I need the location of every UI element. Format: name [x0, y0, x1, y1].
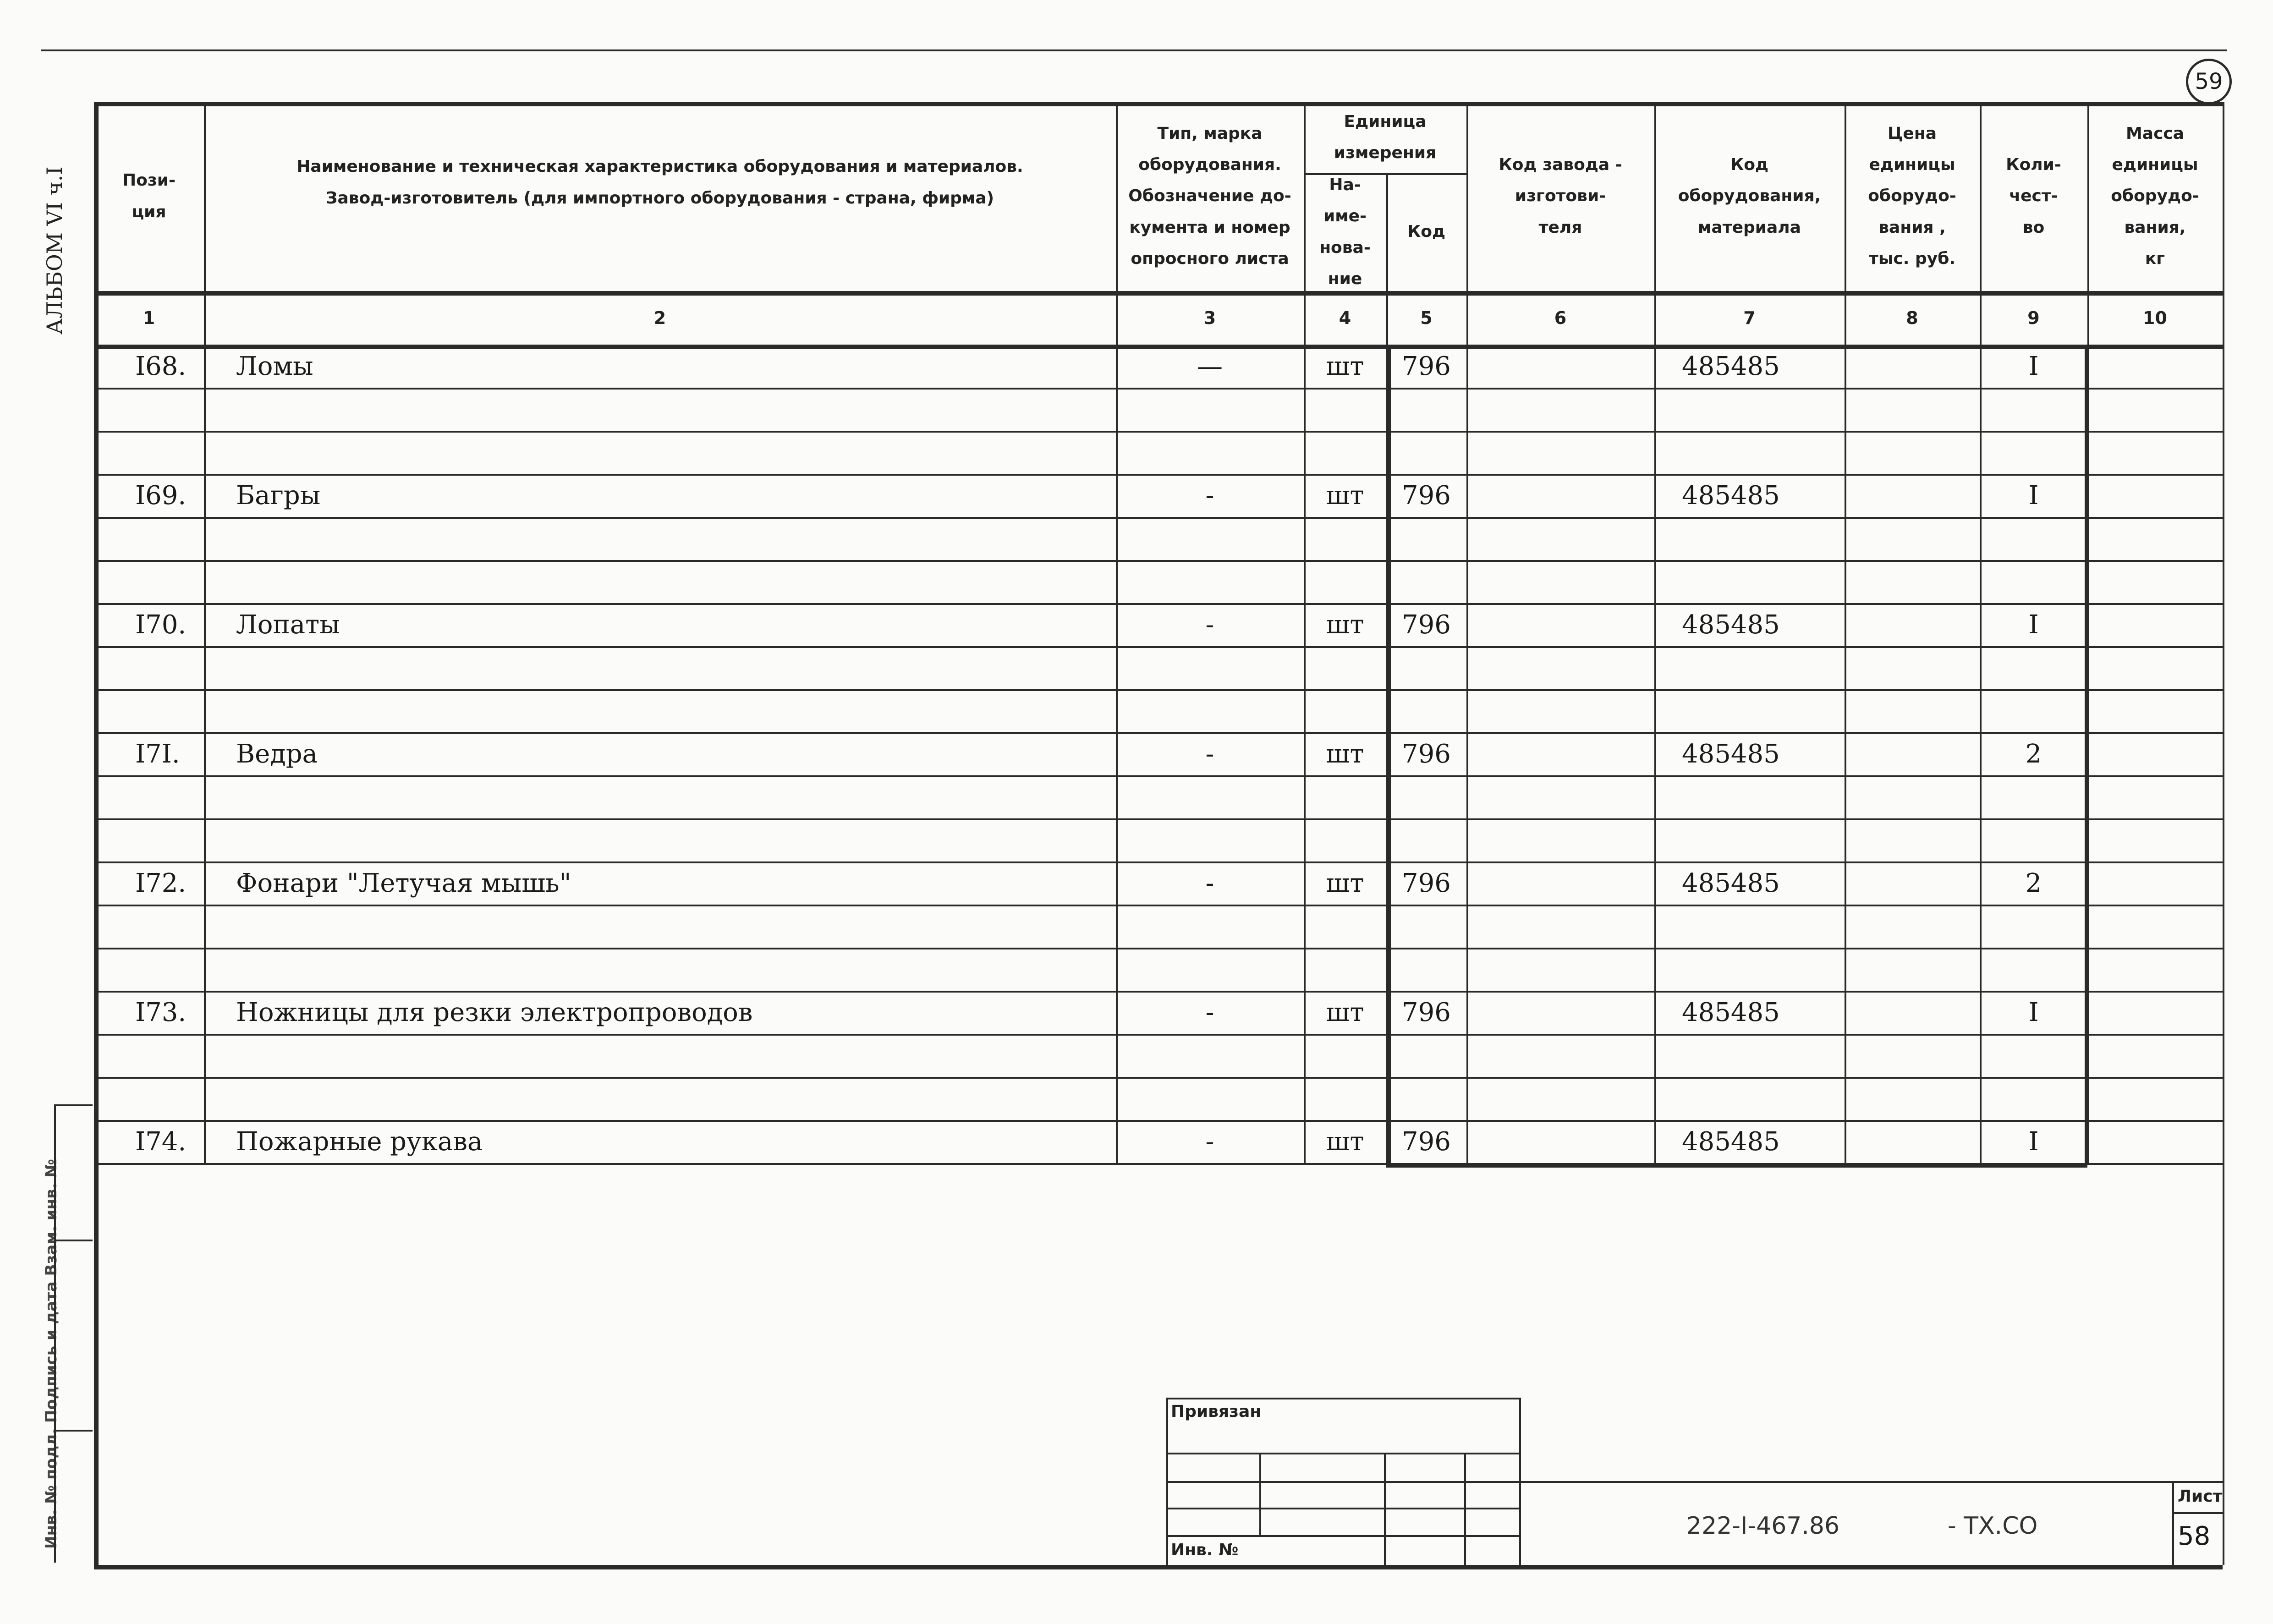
position-cell: I7I.	[135, 739, 180, 769]
position-cell: I73.	[135, 997, 187, 1027]
doc-code: 222-I-467.86	[1686, 1512, 1840, 1540]
factory-code-cell	[1466, 1121, 1654, 1162]
unit-code-cell: 796	[1402, 997, 1451, 1027]
header-type-line: кумента и номер	[1129, 218, 1290, 237]
name-cell: Ведра	[236, 739, 318, 769]
row-line	[94, 1034, 2223, 1036]
quantity-cell: 2	[2025, 739, 2042, 769]
header-mass-line: кг	[2145, 249, 2165, 269]
header-quantity-line: Коли-	[2006, 155, 2061, 174]
header-unit-code-line: Код	[1407, 222, 1446, 241]
type-cell: -	[1205, 997, 1214, 1027]
page-number-badge	[2186, 59, 2232, 104]
quantity-cell: 2	[2025, 868, 2042, 898]
row-line	[94, 646, 2223, 648]
equipment-code-cell: 485485	[1682, 609, 1780, 640]
row-line	[94, 818, 2223, 820]
unit-cell: шт	[1326, 351, 1364, 381]
type-cell: —	[1197, 351, 1223, 381]
sheet-number: 58	[2178, 1521, 2211, 1551]
header-mass-line: Масса	[2125, 124, 2185, 143]
mass-cell	[2087, 1121, 2223, 1162]
price-cell	[1845, 733, 1980, 774]
header-quantity-line: чест-	[2009, 187, 2058, 206]
unit-code-cell: 796	[1402, 609, 1451, 640]
header-mass-line: вания,	[2124, 218, 2186, 237]
header-equipment-code-line: Код	[1730, 155, 1769, 174]
column-number: 8	[1906, 307, 1918, 328]
factory-code-cell	[1466, 733, 1654, 774]
sheet-label: Лист	[2178, 1487, 2223, 1506]
unit-cell: шт	[1326, 997, 1364, 1027]
row-line	[94, 1163, 2223, 1165]
name-cell: Ножницы для резки электропроводов	[236, 997, 753, 1027]
name-cell: Багры	[236, 480, 321, 510]
row-line	[94, 948, 2223, 949]
quantity-cell: I	[2028, 609, 2039, 640]
factory-code-cell	[1466, 604, 1654, 645]
header-mass-line: оборудо-	[2111, 187, 2199, 206]
column-number: 10	[2143, 307, 2167, 328]
stamp-line	[1166, 1508, 1519, 1509]
side-stamp-frame-line	[54, 1104, 56, 1563]
row-line	[94, 517, 2223, 519]
row-line	[94, 431, 2223, 433]
header-unit-group-line: Единица	[1344, 112, 1427, 131]
type-cell: -	[1205, 609, 1214, 640]
page-number-badge-text: 59	[2195, 69, 2223, 94]
name-cell: Ломы	[236, 351, 313, 381]
column-number: 7	[1743, 307, 1756, 328]
header-type-line: опросного листа	[1131, 249, 1289, 269]
unit-code-cell: 796	[1402, 1126, 1451, 1157]
header-type-line: Обозначение до-	[1128, 187, 1291, 206]
header-price-line: единицы	[1869, 155, 1955, 174]
header-unit-name-line: име-	[1323, 207, 1367, 226]
equipment-code-cell: 485485	[1682, 868, 1780, 898]
column-number: 3	[1203, 307, 1216, 328]
unit-cell: шт	[1326, 609, 1364, 640]
factory-code-cell	[1466, 862, 1654, 904]
stamp-line	[1464, 1453, 1466, 1565]
header-factory-code-line: изготови-	[1515, 187, 1606, 206]
stamp-line	[1166, 1398, 1519, 1399]
position-cell: I69.	[135, 480, 187, 510]
equipment-code-cell: 485485	[1682, 739, 1780, 769]
stamp-line	[1166, 1535, 1519, 1537]
unit-cell: шт	[1326, 480, 1364, 510]
row-line	[94, 775, 2223, 777]
stamp-line	[1384, 1453, 1386, 1565]
row-line	[94, 388, 2223, 390]
type-cell: -	[1205, 868, 1214, 898]
header-factory-code-line: Код завода -	[1499, 155, 1622, 174]
name-cell: Лопаты	[236, 609, 340, 640]
stamp-line	[2172, 1481, 2174, 1565]
header-unit-name-line: нова-	[1319, 238, 1371, 257]
header-name	[204, 102, 1116, 263]
top-rule	[41, 49, 2227, 51]
unit-code-cell: 796	[1402, 739, 1451, 769]
column-number: 4	[1339, 307, 1351, 328]
header-type-line: оборудования.	[1138, 155, 1281, 174]
stamp-line	[2172, 1512, 2223, 1514]
album-label: АЛЬБОМ VI ч.I	[42, 166, 67, 335]
quantity-cell: I	[2028, 1126, 2039, 1157]
price-cell	[1845, 604, 1980, 645]
header-position-line: Пози-	[122, 171, 176, 190]
column-number: 2	[653, 307, 666, 328]
price-cell	[1845, 346, 1980, 387]
header-price-line: Цена	[1888, 124, 1937, 143]
equipment-code-cell: 485485	[1682, 351, 1780, 381]
header-mass-line: единицы	[2112, 155, 2198, 174]
header-name-line: Наименование и техническая характеристика оборудования и материалов.	[296, 157, 1023, 176]
position-cell: I70.	[135, 609, 187, 640]
frame-bottom-border	[94, 1565, 2223, 1569]
mass-cell	[2087, 733, 2223, 774]
stamp-line	[1259, 1453, 1261, 1535]
column-number: 1	[143, 307, 155, 328]
header-equipment-code-line: материала	[1698, 218, 1801, 237]
header-unit-name-line: ние	[1328, 269, 1362, 288]
header-quantity-line: во	[2022, 218, 2045, 237]
mass-cell	[2087, 604, 2223, 645]
factory-code-cell	[1466, 346, 1654, 387]
header-unit-name	[1304, 173, 1386, 291]
header-type	[1116, 102, 1304, 291]
header-unit-group	[1304, 102, 1466, 173]
row-line	[94, 560, 2223, 562]
factory-code-cell	[1466, 475, 1654, 516]
equipment-code-cell: 485485	[1682, 1126, 1780, 1157]
price-cell	[1845, 1121, 1980, 1162]
header-price-line: оборудо-	[1868, 187, 1956, 206]
stamp-line	[1166, 1481, 1540, 1483]
row-line	[94, 689, 2223, 691]
type-cell: -	[1205, 480, 1214, 510]
column-number: 9	[2027, 307, 2040, 328]
position-cell: I74.	[135, 1126, 187, 1157]
type-cell: -	[1205, 739, 1214, 769]
header-quantity	[1980, 102, 2087, 291]
position-cell: I68.	[135, 351, 187, 381]
quantity-cell: I	[2028, 997, 2039, 1027]
side-stamp-text: Инв. № подл. Подпись и дата Взам. инв. №	[42, 1158, 60, 1549]
inv-label: Инв. №	[1171, 1541, 1239, 1559]
price-cell	[1845, 862, 1980, 904]
header-unit-name-line: На-	[1329, 175, 1361, 194]
column-number: 6	[1554, 307, 1567, 328]
position-cell: I72.	[135, 868, 187, 898]
price-cell	[1845, 992, 1980, 1033]
stamp-line	[1166, 1453, 1519, 1454]
header-equipment-code-line: оборудования,	[1678, 187, 1821, 206]
header-name-line: Завод-изготовитель (для импортного оборудования - страна, фирма)	[325, 188, 994, 208]
unit-code-cell: 796	[1402, 351, 1451, 381]
name-cell: Фонари "Летучая мышь"	[236, 868, 571, 898]
price-cell	[1845, 475, 1980, 516]
bound-label: Привязан	[1171, 1402, 1262, 1421]
factory-code-cell	[1466, 992, 1654, 1033]
equipment-code-cell: 485485	[1682, 480, 1780, 510]
header-unit-code	[1386, 173, 1466, 291]
header-equipment-code	[1654, 102, 1845, 291]
header-unit-group-line: измерения	[1334, 143, 1437, 162]
header-factory-code	[1466, 102, 1654, 291]
unit-cell: шт	[1326, 868, 1364, 898]
quantity-cell: I	[2028, 480, 2039, 510]
unit-cell: шт	[1326, 1126, 1364, 1157]
stamp-line	[1166, 1398, 1168, 1565]
header-price	[1845, 102, 1980, 291]
unit-code-cell: 796	[1402, 868, 1451, 898]
quantity-cell: I	[2028, 351, 2039, 381]
doc-suffix: - ТХ.СО	[1948, 1512, 2038, 1540]
column-number: 5	[1420, 307, 1433, 328]
header-type-line: Тип, марка	[1157, 124, 1263, 143]
type-cell: -	[1205, 1126, 1214, 1157]
mass-cell	[2087, 346, 2223, 387]
header-factory-code-line: теля	[1538, 218, 1582, 237]
mass-cell	[2087, 862, 2223, 904]
row-line	[94, 1077, 2223, 1079]
mass-cell	[2087, 475, 2223, 516]
table-right-border	[2223, 102, 2224, 1565]
unit-code-cell: 796	[1402, 480, 1451, 510]
mass-cell	[2087, 992, 2223, 1033]
header-position-line: ция	[132, 202, 166, 221]
stamp-line	[1519, 1481, 2223, 1483]
header-position	[94, 102, 204, 291]
equipment-code-cell: 485485	[1682, 997, 1780, 1027]
name-cell: Пожарные рукава	[236, 1126, 483, 1157]
row-line	[94, 905, 2223, 906]
header-mass	[2087, 102, 2223, 291]
unit-cell: шт	[1326, 739, 1364, 769]
header-price-line: вания ,	[1878, 218, 1946, 237]
header-price-line: тыс. руб.	[1868, 249, 1956, 269]
